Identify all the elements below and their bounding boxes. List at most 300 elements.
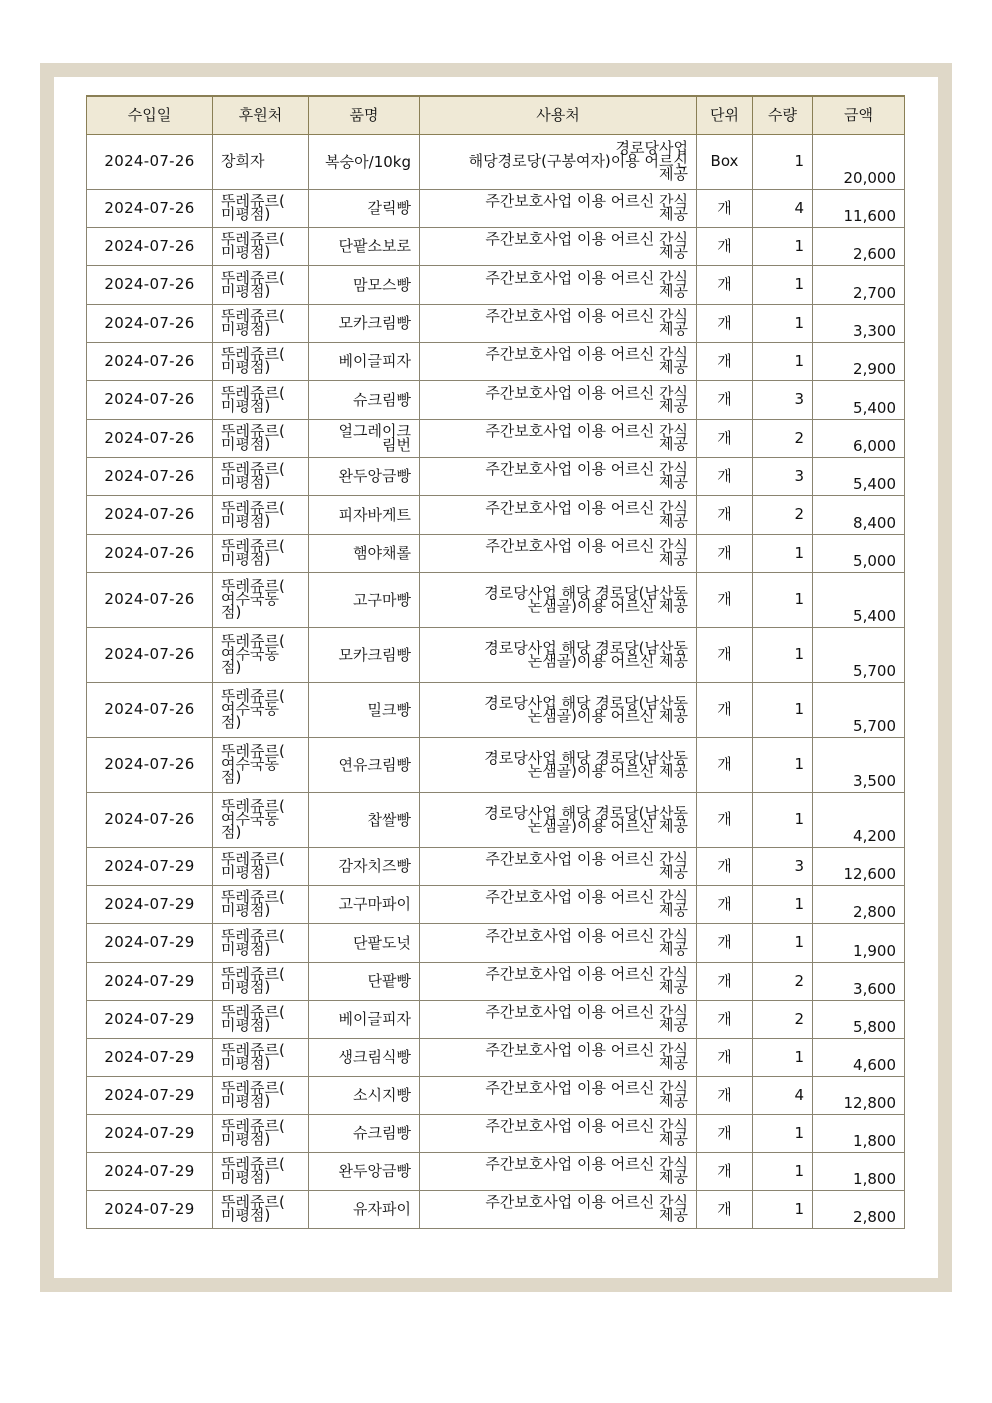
cell-unit-text: 개 (717, 236, 732, 255)
cell-sponsor-text: 뚜레쥬르( 미평점) (221, 965, 285, 996)
cell-amount-text: 2,800 (853, 1207, 896, 1226)
cell-unit (697, 1190, 753, 1228)
cell-date (87, 342, 213, 380)
cell-item (309, 923, 420, 962)
table-row (87, 189, 905, 227)
cell-quantity (753, 1000, 813, 1038)
cell-usage-text: 경로당사업 해당경로당(구봉여자)이용 어르신 제공 (468, 139, 688, 183)
cell-amount-text: 5,400 (853, 474, 896, 493)
cell-sponsor-text: 뚜레쥬르( 미평점) (221, 345, 285, 376)
cell-quantity (753, 189, 813, 227)
cell-amount-text: 4,600 (853, 1055, 896, 1074)
cell-date (87, 1114, 213, 1152)
cell-amount (813, 737, 905, 792)
cell-quantity-text: 2 (794, 971, 804, 990)
cell-quantity (753, 627, 813, 682)
cell-quantity (753, 380, 813, 419)
cell-sponsor-text: 뚜레쥬르( 미평점) (221, 1003, 285, 1034)
cell-item (309, 847, 420, 885)
cell-quantity-text: 4 (794, 198, 804, 217)
cell-sponsor (213, 572, 309, 627)
cell-usage (420, 885, 697, 923)
cell-sponsor-text: 뚜레쥬르( 여수국동 점) (221, 742, 285, 786)
cell-quantity-text: 1 (794, 1047, 804, 1066)
cell-date (87, 189, 213, 227)
cell-usage (420, 847, 697, 885)
cell-quantity-text: 1 (794, 894, 804, 913)
cell-usage-text: 경로당사업 해당 경로당(남산동 논샘골)이용 어르신 제공 (484, 638, 688, 670)
cell-usage-text: 주간보호사업 이용 어르신 간식 제공 (485, 1155, 688, 1186)
cell-item-text: 복숭아/10kg (325, 152, 411, 171)
cell-unit-text: 개 (717, 428, 732, 447)
cell-sponsor (213, 534, 309, 572)
cell-quantity (753, 134, 813, 189)
cell-amount-text: 4,200 (853, 826, 896, 845)
cell-item-text: 슈크림빵 (353, 390, 411, 409)
cell-unit-text: 개 (717, 1161, 732, 1180)
table-row (87, 792, 905, 847)
cell-amount (813, 1152, 905, 1190)
cell-sponsor (213, 380, 309, 419)
cell-usage-text: 주간보호사업 이용 어르신 간식 제공 (485, 383, 688, 415)
cell-item-text: 모카크림빵 (338, 314, 411, 332)
cell-sponsor-text: 장희자 (221, 152, 265, 170)
cell-date-text: 2024-07-26 (104, 590, 195, 608)
cell-sponsor-text: 뚜레쥬르( 여수국동 점) (221, 632, 285, 676)
cell-item-text: 연유크림빵 (338, 755, 411, 774)
cell-item-text: 유자파이 (353, 1200, 411, 1218)
cell-sponsor-text: 뚜레쥬르( 여수국동 점) (221, 797, 285, 841)
cell-item-text: 찹쌀빵 (367, 810, 411, 829)
cell-quantity (753, 1038, 813, 1076)
cell-date (87, 304, 213, 342)
cell-quantity (753, 737, 813, 792)
cell-item (309, 342, 420, 380)
cell-quantity (753, 1190, 813, 1228)
cell-usage-text: 주간보호사업 이용 어르신 간식 제공 (485, 965, 688, 996)
cell-sponsor (213, 495, 309, 534)
cell-item (309, 304, 420, 342)
cell-unit (697, 419, 753, 457)
table-row (87, 380, 905, 419)
cell-item (309, 419, 420, 457)
page-frame (40, 63, 952, 1292)
cell-item (309, 572, 420, 627)
cell-amount (813, 134, 905, 189)
table-row (87, 1000, 905, 1038)
cell-item-text: 베이글피자 (338, 1010, 411, 1028)
table-row (87, 1114, 905, 1152)
cell-date (87, 457, 213, 495)
header-usage: 사용처 (420, 96, 697, 134)
cell-amount-text: 3,300 (853, 321, 896, 340)
cell-date-text: 2024-07-26 (104, 198, 195, 217)
cell-sponsor-text: 뚜레쥬르( 미평점) (221, 1155, 285, 1186)
cell-sponsor (213, 1152, 309, 1190)
cell-unit (697, 572, 753, 627)
cell-usage (420, 1114, 697, 1152)
cell-sponsor-text: 뚜레쥬르( 미평점) (221, 268, 285, 300)
cell-unit-text: 개 (717, 1009, 732, 1028)
cell-date-text: 2024-07-26 (104, 275, 195, 293)
cell-date-text: 2024-07-29 (104, 894, 195, 913)
cell-sponsor-text: 뚜레쥬르( 여수국동 점) (221, 687, 285, 731)
cell-unit-text: 개 (717, 856, 732, 875)
cell-sponsor-text: 뚜레쥬르( 미평점) (221, 926, 285, 958)
header-item: 품명 (309, 96, 420, 134)
cell-unit (697, 380, 753, 419)
cell-sponsor-text: 뚜레쥬르( 미평점) (221, 192, 285, 223)
cell-unit (697, 1038, 753, 1076)
cell-usage (420, 265, 697, 304)
cell-sponsor (213, 682, 309, 737)
header-unit: 단위 (697, 96, 753, 134)
cell-sponsor (213, 1076, 309, 1114)
cell-usage-text: 주간보호사업 이용 어르신 간식 제공 (485, 1117, 688, 1148)
cell-unit (697, 792, 753, 847)
table-row (87, 962, 905, 1000)
cell-date (87, 923, 213, 962)
cell-usage-text: 주간보호사업 이용 어르신 간식 제공 (485, 926, 688, 958)
cell-unit (697, 885, 753, 923)
cell-amount (813, 627, 905, 682)
cell-quantity-text: 3 (794, 466, 804, 485)
cell-date (87, 792, 213, 847)
table-row (87, 1038, 905, 1076)
table-row (87, 495, 905, 534)
table-row (87, 227, 905, 265)
cell-quantity-text: 1 (794, 933, 804, 951)
cell-sponsor (213, 627, 309, 682)
cell-unit-text: 개 (717, 1123, 732, 1142)
cell-date-text: 2024-07-26 (104, 466, 195, 485)
cell-date (87, 1190, 213, 1228)
cell-amount (813, 962, 905, 1000)
cell-quantity (753, 342, 813, 380)
cell-unit-text: 개 (717, 313, 732, 332)
cell-amount-text: 1,800 (853, 1131, 896, 1150)
cell-date-text: 2024-07-26 (104, 755, 195, 773)
cell-usage-text: 주간보호사업 이용 어르신 간식 제공 (485, 192, 688, 223)
table-row (87, 923, 905, 962)
cell-unit (697, 1076, 753, 1114)
cell-item-text: 밀크빵 (367, 700, 411, 719)
cell-quantity-text: 1 (794, 351, 804, 370)
page-content (54, 77, 938, 1278)
cell-item (309, 1038, 420, 1076)
cell-date-text: 2024-07-26 (104, 390, 195, 408)
cell-date (87, 227, 213, 265)
cell-amount (813, 495, 905, 534)
cell-quantity-text: 1 (794, 1123, 804, 1142)
cell-usage (420, 627, 697, 682)
cell-usage-text: 주간보호사업 이용 어르신 간식 제공 (485, 1079, 688, 1110)
table-row (87, 1152, 905, 1190)
cell-quantity-text: 1 (794, 700, 804, 718)
cell-date-text: 2024-07-26 (104, 700, 195, 718)
cell-date-text: 2024-07-26 (104, 313, 195, 332)
cell-usage (420, 1152, 697, 1190)
cell-unit (697, 342, 753, 380)
cell-date (87, 572, 213, 627)
cell-usage (420, 792, 697, 847)
cell-date (87, 1038, 213, 1076)
cell-item-text: 모카크림빵 (338, 645, 411, 664)
cell-quantity (753, 572, 813, 627)
cell-date (87, 419, 213, 457)
cell-sponsor (213, 923, 309, 962)
table-row (87, 1190, 905, 1228)
cell-quantity-text: 1 (794, 645, 804, 663)
cell-date-text: 2024-07-29 (104, 1199, 195, 1218)
cell-usage (420, 342, 697, 380)
cell-item (309, 737, 420, 792)
cell-unit-text: 개 (717, 700, 732, 718)
cell-quantity (753, 419, 813, 457)
cell-quantity-text: 2 (794, 505, 804, 523)
cell-amount-text: 11,600 (843, 206, 896, 225)
cell-amount (813, 682, 905, 737)
cell-amount (813, 189, 905, 227)
cell-unit-text: 개 (717, 543, 732, 562)
cell-quantity-text: 3 (794, 856, 804, 875)
cell-date (87, 265, 213, 304)
cell-quantity (753, 792, 813, 847)
cell-sponsor-text: 뚜레쥬르( 여수국동 점) (221, 577, 285, 621)
cell-amount-text: 5,400 (853, 606, 896, 625)
cell-item-text: 고구마파이 (338, 895, 411, 913)
cell-unit-text: 개 (717, 755, 732, 773)
cell-unit (697, 1152, 753, 1190)
cell-item-text: 얼그레이크 림번 (338, 422, 411, 454)
cell-date-text: 2024-07-26 (104, 351, 195, 370)
cell-unit (697, 227, 753, 265)
cell-usage (420, 923, 697, 962)
cell-quantity-text: 1 (794, 275, 804, 293)
cell-usage-text: 주간보호사업 이용 어르신 간식 제공 (485, 1003, 688, 1034)
cell-unit-text: 개 (717, 1199, 732, 1218)
cell-usage-text: 주간보호사업 이용 어르신 간식 제공 (485, 888, 688, 919)
cell-usage (420, 1190, 697, 1228)
cell-quantity-text: 1 (794, 810, 804, 828)
cell-amount (813, 847, 905, 885)
cell-quantity (753, 682, 813, 737)
table-row (87, 419, 905, 457)
cell-sponsor-text: 뚜레쥬르( 미평점) (221, 1193, 285, 1224)
cell-item-text: 완두앙금빵 (338, 467, 411, 485)
cell-date (87, 380, 213, 419)
cell-date-text: 2024-07-29 (104, 933, 195, 951)
cell-item-text: 맘모스빵 (353, 275, 411, 294)
cell-date-text: 2024-07-26 (104, 810, 195, 828)
cell-item (309, 885, 420, 923)
cell-item-text: 생크림식빵 (338, 1048, 411, 1066)
cell-date (87, 885, 213, 923)
cell-amount-text: 5,800 (853, 1017, 896, 1036)
cell-item (309, 1114, 420, 1152)
cell-sponsor (213, 189, 309, 227)
cell-amount-text: 5,400 (853, 398, 896, 417)
cell-sponsor (213, 342, 309, 380)
cell-quantity (753, 885, 813, 923)
cell-unit-text: 개 (717, 351, 732, 370)
cell-usage-text: 주간보호사업 이용 어르신 간식 제공 (485, 460, 688, 491)
cell-quantity (753, 495, 813, 534)
table-row (87, 1076, 905, 1114)
cell-usage (420, 572, 697, 627)
cell-unit-text: 개 (717, 971, 732, 990)
cell-amount-text: 1,900 (853, 941, 896, 960)
cell-sponsor (213, 847, 309, 885)
cell-usage (420, 419, 697, 457)
cell-sponsor-text: 뚜레쥬르( 미평점) (221, 1079, 285, 1110)
cell-unit-text: 개 (717, 894, 732, 913)
cell-amount-text: 8,400 (853, 513, 896, 532)
cell-sponsor (213, 1038, 309, 1076)
cell-usage-text: 주간보호사업 이용 어르신 간식 제공 (485, 850, 688, 881)
cell-item-text: 슈크림빵 (353, 1124, 411, 1142)
cell-quantity-text: 3 (794, 390, 804, 408)
header-amount: 금액 (813, 96, 905, 134)
cell-item (309, 682, 420, 737)
cell-amount (813, 1038, 905, 1076)
cell-date-text: 2024-07-29 (104, 1009, 195, 1028)
cell-usage-text: 주간보호사업 이용 어르신 간식 제공 (485, 307, 688, 338)
cell-sponsor (213, 1190, 309, 1228)
cell-unit (697, 923, 753, 962)
cell-quantity-text: 4 (794, 1085, 804, 1104)
cell-sponsor (213, 885, 309, 923)
table-row (87, 534, 905, 572)
cell-date (87, 1152, 213, 1190)
cell-sponsor-text: 뚜레쥬르( 미평점) (221, 1117, 285, 1148)
cell-date-text: 2024-07-29 (104, 1123, 195, 1142)
cell-item-text: 피자바게트 (338, 505, 411, 524)
cell-amount-text: 12,600 (843, 864, 896, 883)
table-row (87, 627, 905, 682)
cell-date (87, 682, 213, 737)
cell-item (309, 134, 420, 189)
cell-quantity-text: 2 (794, 1009, 804, 1028)
cell-amount-text: 12,800 (843, 1093, 896, 1112)
cell-quantity (753, 457, 813, 495)
cell-usage-text: 경로당사업 해당 경로당(남산동 논샘골)이용 어르신 제공 (484, 693, 688, 725)
cell-unit-text: 개 (717, 1085, 732, 1104)
cell-date (87, 627, 213, 682)
cell-amount-text: 5,700 (853, 716, 896, 735)
cell-sponsor-text: 뚜레쥬르( 미평점) (221, 307, 285, 338)
cell-usage-text: 주간보호사업 이용 어르신 간식 제공 (485, 537, 688, 568)
cell-unit (697, 737, 753, 792)
cell-date (87, 1000, 213, 1038)
cell-amount-text: 3,600 (853, 979, 896, 998)
cell-sponsor (213, 1114, 309, 1152)
cell-unit-text: 개 (717, 933, 732, 951)
cell-sponsor (213, 304, 309, 342)
cell-sponsor-text: 뚜레쥬르( 미평점) (221, 1041, 285, 1072)
cell-amount (813, 227, 905, 265)
cell-unit-text: 개 (717, 198, 732, 217)
cell-item-text: 소시지빵 (353, 1086, 411, 1104)
cell-unit-text: 개 (717, 810, 732, 828)
header-sponsor: 후원처 (213, 96, 309, 134)
cell-unit (697, 304, 753, 342)
cell-item (309, 1076, 420, 1114)
cell-item-text: 단팥빵 (367, 972, 411, 990)
cell-amount (813, 572, 905, 627)
cell-amount (813, 304, 905, 342)
cell-item-text: 갈릭빵 (367, 199, 411, 217)
table-row (87, 342, 905, 380)
table-body (87, 134, 905, 1228)
cell-usage (420, 134, 697, 189)
cell-item-text: 고구마빵 (353, 590, 411, 609)
cell-quantity-text: 1 (794, 236, 804, 255)
cell-quantity (753, 847, 813, 885)
cell-usage (420, 457, 697, 495)
cell-unit (697, 265, 753, 304)
cell-amount-text: 2,800 (853, 902, 896, 921)
cell-usage-text: 주간보호사업 이용 어르신 간식 제공 (485, 1041, 688, 1072)
cell-quantity-text: 2 (794, 428, 804, 447)
cell-unit (697, 495, 753, 534)
cell-date-text: 2024-07-29 (104, 856, 195, 875)
cell-date-text: 2024-07-29 (104, 1085, 195, 1104)
cell-usage-text: 경로당사업 해당 경로당(남산동 논샘골)이용 어르신 제공 (484, 583, 688, 615)
cell-date-text: 2024-07-26 (104, 505, 195, 523)
cell-quantity (753, 304, 813, 342)
cell-usage (420, 380, 697, 419)
cell-sponsor (213, 457, 309, 495)
cell-date-text: 2024-07-26 (104, 645, 195, 663)
cell-date-text: 2024-07-29 (104, 1161, 195, 1180)
cell-usage (420, 737, 697, 792)
cell-unit (697, 457, 753, 495)
cell-usage (420, 1038, 697, 1076)
cell-amount (813, 1076, 905, 1114)
cell-date (87, 534, 213, 572)
header-date: 수입일 (87, 96, 213, 134)
cell-amount-text: 2,700 (853, 283, 896, 302)
cell-item (309, 1190, 420, 1228)
cell-usage-text: 주간보호사업 이용 어르신 간식 제공 (485, 422, 688, 453)
cell-amount (813, 1190, 905, 1228)
table-row (87, 682, 905, 737)
table-row (87, 134, 905, 189)
cell-unit (697, 134, 753, 189)
cell-quantity (753, 1152, 813, 1190)
table-row (87, 265, 905, 304)
cell-sponsor (213, 134, 309, 189)
cell-item (309, 265, 420, 304)
cell-unit-text: Box (710, 152, 739, 170)
cell-date-text: 2024-07-26 (104, 543, 195, 562)
cell-usage (420, 962, 697, 1000)
cell-quantity-text: 1 (794, 1161, 804, 1180)
cell-date (87, 847, 213, 885)
cell-item-text: 베이글피자 (338, 352, 411, 370)
cell-quantity-text: 1 (794, 152, 804, 170)
cell-sponsor (213, 227, 309, 265)
cell-usage-text: 주간보호사업 이용 어르신 간식 제공 (485, 345, 688, 376)
cell-amount (813, 792, 905, 847)
cell-amount (813, 342, 905, 380)
cell-item (309, 1152, 420, 1190)
cell-amount (813, 380, 905, 419)
cell-unit-text: 개 (717, 390, 732, 408)
cell-unit-text: 개 (717, 590, 732, 608)
cell-usage-text: 경로당사업 해당 경로당(남산동 논샘골)이용 어르신 제공 (484, 803, 688, 835)
